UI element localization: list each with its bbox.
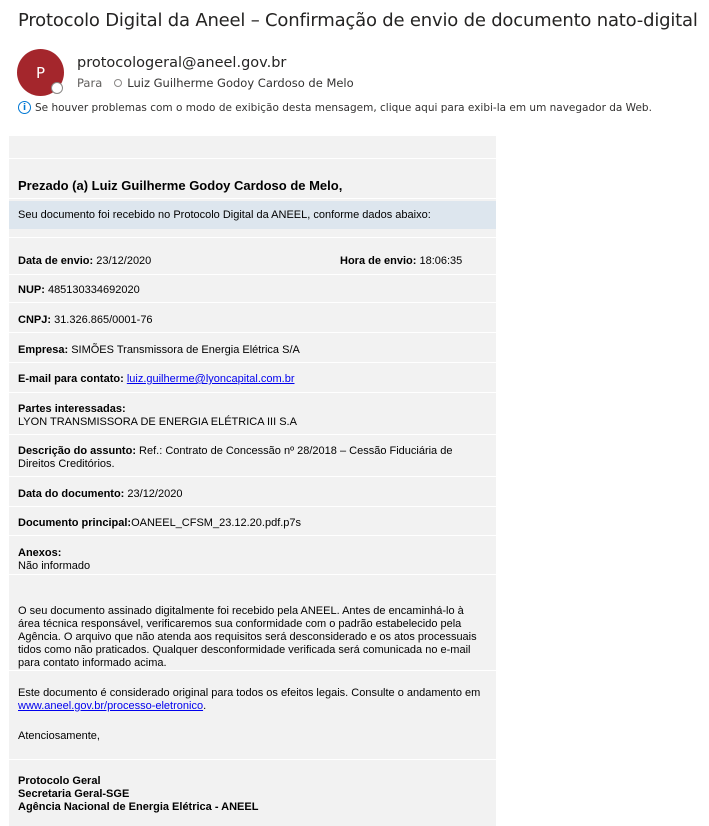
descricao-label: Descrição do assunto:: [18, 445, 136, 457]
divider: [9, 332, 496, 333]
hora-envio-value: 18:06:35: [416, 255, 463, 267]
divider: [9, 535, 496, 536]
nup-label: NUP:: [18, 284, 45, 296]
anexos-label: Anexos:: [18, 547, 62, 559]
signature-line-3: Agência Nacional de Energia Elétrica - ANEEL: [18, 801, 259, 813]
documento-principal-row: [18, 517, 486, 530]
paragraph-original: [18, 687, 486, 713]
cnpj-value: 31.326.865/0001-76: [51, 314, 153, 326]
email-contato-label: E-mail para contato:: [18, 373, 124, 385]
message-body: [9, 136, 496, 826]
nup-row: [18, 284, 486, 297]
avatar-initial: P: [35, 63, 46, 82]
info-icon: i: [18, 101, 31, 114]
info-text[interactable]: Se houver problemas com o modo de exibição desta mensagem, clique aqui para exibi-la em um navegador da Web.: [35, 101, 652, 114]
descricao-row: [18, 445, 486, 471]
recipient-presence-icon: [114, 79, 122, 87]
closing: Atenciosamente,: [18, 730, 100, 742]
sender-address[interactable]: protocologeral@aneel.gov.br: [77, 55, 287, 71]
view-in-browser-info[interactable]: [18, 101, 652, 114]
presence-status-icon: [51, 82, 63, 94]
anexos-value: Não informado: [18, 560, 91, 572]
cnpj-row: [18, 314, 486, 327]
processo-eletronico-link[interactable]: www.aneel.gov.br/processo-eletronico: [18, 700, 204, 712]
notice-text: Seu documento foi recebido no Protocolo Digital da ANEEL, conforme dados abaixo:: [18, 209, 431, 221]
recipient-line: [77, 76, 354, 90]
signature-line-2: Secretaria Geral-SGE: [18, 788, 130, 800]
partes-label: Partes interessadas:: [18, 403, 126, 415]
divider: [9, 574, 496, 575]
email-subject: Protocolo Digital da Aneel – Confirmação de envio de documento nato-digital: [18, 10, 698, 31]
hora-envio-label: Hora de envio:: [340, 255, 417, 267]
divider: [9, 670, 496, 671]
divider: [9, 198, 496, 199]
documento-principal-value: OANEEL_CFSM_23.12.20.pdf.p7s: [131, 517, 302, 529]
empresa-value: SIMÕES Transmissora de Energia Elétrica S/A: [68, 344, 300, 356]
data-documento-value: 23/12/2020: [124, 488, 183, 500]
data-envio-row: [18, 255, 486, 268]
partes-row: [18, 403, 486, 429]
divider: [9, 759, 496, 760]
signature-line-1: Protocolo Geral: [18, 775, 101, 787]
greeting: Prezado (a) Luiz Guilherme Godoy Cardoso de Melo,: [18, 178, 343, 193]
data-envio-label: Data de envio:: [18, 255, 94, 267]
descricao-value: Ref.: Contrato de Concessão nº 28/2018 – Cessão Fiduciária de Direitos Creditórios.: [18, 445, 453, 470]
anexos-row: [18, 547, 486, 573]
divider: [9, 158, 496, 159]
divider: [9, 434, 496, 435]
partes-value: LYON TRANSMISSORA DE ENERGIA ELÉTRICA III S.A: [18, 416, 297, 428]
empresa-row: [18, 344, 486, 357]
empresa-label: Empresa:: [18, 344, 69, 356]
to-label: Para: [77, 76, 103, 90]
divider: [9, 302, 496, 303]
divider: [9, 476, 496, 477]
divider: [9, 362, 496, 363]
divider: [9, 274, 496, 275]
paragraph-original-end: .: [203, 700, 207, 712]
divider: [9, 392, 496, 393]
documento-principal-label: Documento principal:: [18, 517, 132, 529]
divider: [9, 506, 496, 507]
paragraph-original-text: Este documento é considerado original para todos os efeitos legais. Consulte o andamento em: [18, 687, 481, 699]
divider: [9, 237, 496, 238]
data-documento-row: [18, 488, 486, 501]
data-envio-value: 23/12/2020: [93, 255, 152, 267]
data-documento-label: Data do documento:: [18, 488, 125, 500]
signature: [18, 775, 486, 814]
email-contato-row: [18, 373, 486, 386]
paragraph-conformidade: O seu documento assinado digitalmente foi recebido pela ANEEL. Antes de encaminhá-lo à área técnica responsável, verificaremos sua conformidade com o padrão estabelecido pela Agência. O arquivo que não atenda aos requisitos será desconsiderado e os atos processuais tidos como não praticados. Qualquer desconformidade verificada será comunicada no e-mail para contato informado acima.: [18, 605, 477, 669]
cnpj-label: CNPJ:: [18, 314, 52, 326]
recipient-name[interactable]: Luiz Guilherme Godoy Cardoso de Melo: [127, 76, 354, 90]
email-contato-link[interactable]: luiz.guilherme@lyoncapital.com.br: [126, 373, 295, 385]
nup-value: 485130334692020: [44, 284, 140, 296]
